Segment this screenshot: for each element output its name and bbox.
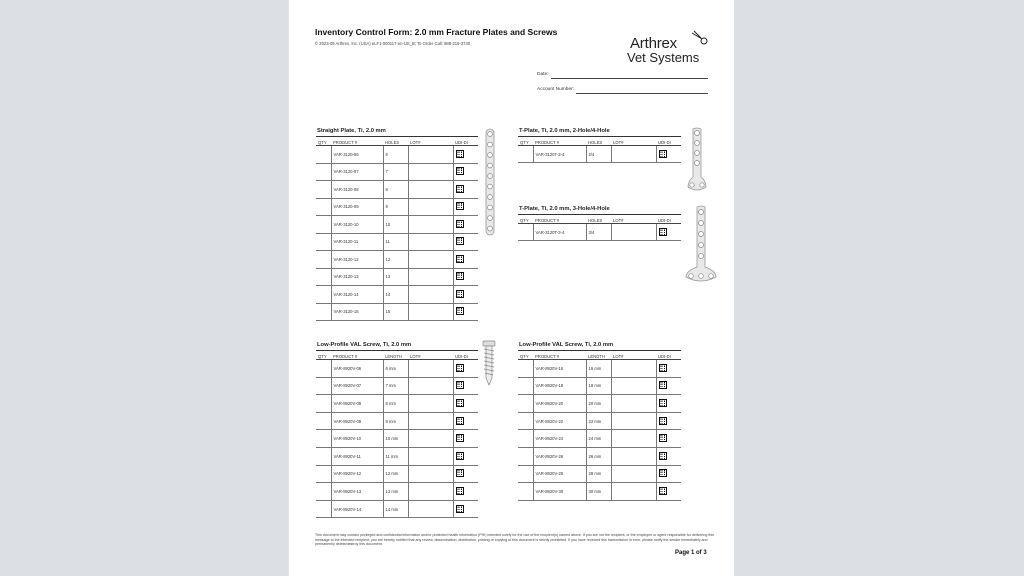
product-cell: VAR-3120-11	[331, 233, 383, 251]
value-cell: 9 mm	[383, 412, 408, 430]
col-length: LENGTH	[383, 351, 408, 360]
product-cell: VAR-3120T-3-4	[533, 224, 586, 241]
table-row	[518, 360, 681, 378]
col-product: PRODUCT #	[533, 137, 586, 146]
qty-cell[interactable]	[316, 412, 331, 430]
table-row	[316, 216, 478, 234]
lot-cell[interactable]	[408, 412, 453, 430]
udi-cell	[656, 395, 681, 413]
date-field[interactable]	[551, 78, 708, 79]
udi-cell	[453, 181, 478, 199]
copyright-line: © 2023-09 Arthrex, Inc. (USA) eLF1-000117-en-US_B; To Order Call: 888-215-3740	[315, 41, 471, 46]
value-cell: 24 mm	[586, 430, 611, 448]
product-cell: VAR-8920V-07	[331, 377, 383, 395]
logo-line2: Vet Systems	[627, 50, 700, 65]
udi-barcode-icon	[456, 167, 464, 175]
lot-cell[interactable]	[611, 430, 656, 448]
product-cell: VAR-8920V-26	[533, 447, 586, 465]
qty-cell[interactable]	[316, 303, 331, 321]
product-cell: VAR-8920V-22	[533, 412, 586, 430]
table-row	[518, 146, 681, 163]
lot-cell[interactable]	[611, 146, 656, 163]
col-qty: QTY	[518, 351, 533, 360]
product-cell: VAR-8920V-30	[533, 483, 586, 501]
udi-barcode-icon	[456, 272, 464, 280]
col-product: PRODUCT #	[533, 215, 586, 224]
value-cell: 18 mm	[586, 377, 611, 395]
udi-barcode-icon	[456, 399, 464, 407]
t-plate-3-image	[684, 205, 718, 285]
product-cell: VAR-8920V-09	[331, 412, 383, 430]
udi-barcode-icon	[456, 290, 464, 298]
product-cell: VAR-8920V-18	[533, 377, 586, 395]
lot-cell[interactable]	[408, 268, 453, 286]
lot-cell[interactable]	[408, 163, 453, 181]
value-cell: 10 mm	[383, 430, 408, 448]
t-plate-2-image	[687, 127, 707, 193]
lot-cell[interactable]	[408, 483, 453, 501]
qty-cell[interactable]	[316, 377, 331, 395]
table-row	[518, 224, 681, 241]
screw-image	[482, 340, 496, 386]
udi-barcode-icon	[659, 487, 667, 495]
udi-barcode-icon	[659, 469, 667, 477]
product-cell: VAR-3120-08	[331, 181, 383, 199]
udi-barcode-icon	[659, 399, 667, 407]
udi-barcode-icon	[456, 364, 464, 372]
udi-cell	[453, 251, 478, 269]
table-row	[316, 146, 478, 164]
value-cell: 2/4	[586, 146, 611, 163]
value-cell: 10	[383, 216, 408, 234]
qty-cell[interactable]	[316, 465, 331, 483]
product-cell: VAR-3120-07	[331, 163, 383, 181]
arthrex-logo	[627, 33, 717, 69]
value-cell: 20 mm	[586, 395, 611, 413]
table-row	[316, 286, 478, 304]
product-cell: VAR-8920V-20	[533, 395, 586, 413]
value-cell: 7	[383, 163, 408, 181]
udi-cell	[453, 216, 478, 234]
udi-barcode-icon	[659, 228, 667, 236]
udi-cell	[656, 360, 681, 378]
screws-b-title: Low-Profile VAL Screw, Ti, 2.0 mm	[519, 342, 614, 348]
t-plate-3-title: T-Plate, Ti, 2.0 mm, 3-Hole/4-Hole	[519, 206, 610, 212]
qty-cell[interactable]	[518, 483, 533, 501]
lot-cell[interactable]	[408, 360, 453, 378]
value-cell: 14	[383, 286, 408, 304]
udi-cell	[453, 360, 478, 378]
value-cell: 12 mm	[383, 465, 408, 483]
value-cell: 13 mm	[383, 483, 408, 501]
col-product: PRODUCT #	[331, 351, 383, 360]
col-holes: HOLES	[383, 137, 408, 146]
table-row	[316, 483, 478, 501]
table-row	[316, 360, 478, 378]
logo-scissors-icon	[690, 30, 710, 46]
udi-barcode-icon	[456, 202, 464, 210]
qty-cell[interactable]	[518, 377, 533, 395]
value-cell: 8	[383, 181, 408, 199]
table-row	[316, 430, 478, 448]
product-cell: VAR-3120-09	[331, 198, 383, 216]
value-cell: 11	[383, 233, 408, 251]
lot-cell[interactable]	[611, 447, 656, 465]
qty-cell[interactable]	[518, 465, 533, 483]
col-lot: LOT#	[408, 137, 453, 146]
col-holes: HOLES	[586, 137, 611, 146]
table-row	[518, 465, 681, 483]
lot-cell[interactable]	[408, 216, 453, 234]
lot-cell[interactable]	[611, 483, 656, 501]
product-cell: VAR-8920V-28	[533, 465, 586, 483]
udi-cell	[453, 395, 478, 413]
screws-b-table	[518, 350, 681, 501]
table-row	[316, 268, 478, 286]
col-udi: UDI-DI	[453, 351, 478, 360]
product-cell: VAR-8920V-08	[331, 395, 383, 413]
qty-cell[interactable]	[316, 233, 331, 251]
qty-cell[interactable]	[518, 395, 533, 413]
col-qty: QTY	[518, 137, 533, 146]
udi-cell	[453, 268, 478, 286]
product-cell: VAR-3120-14	[331, 286, 383, 304]
qty-cell[interactable]	[316, 181, 331, 199]
product-cell: VAR-8920V-16	[533, 360, 586, 378]
qty-cell[interactable]	[316, 216, 331, 234]
product-cell: VAR-3120T-2-4	[533, 146, 586, 163]
table-row	[316, 303, 478, 321]
col-lot: LOT#	[611, 351, 656, 360]
lot-cell[interactable]	[408, 430, 453, 448]
product-cell: VAR-8920V-11	[331, 447, 383, 465]
table-row	[518, 412, 681, 430]
qty-cell[interactable]	[316, 146, 331, 164]
product-cell: VAR-3120-10	[331, 216, 383, 234]
value-cell: 3/4	[586, 224, 611, 241]
table-row	[316, 447, 478, 465]
col-lot: LOT#	[611, 215, 656, 224]
table-row	[316, 465, 478, 483]
value-cell: 15	[383, 303, 408, 321]
qty-cell[interactable]	[316, 163, 331, 181]
disclaimer-text: This document may contain privileged and confidential information and/or protected health information (PHI) intended solely for the use of the recipient(s) named above. If you are not the recipient, or the employee or agent responsible for delivering this message to the intended recipient, you are hereby notified that any review, dissemination, distribution, printing or copying of this document is strictly prohibited. If you have received this transmission in error, please notify the sender immediately and permanently delete/destroy this document.	[315, 533, 714, 547]
udi-cell	[453, 447, 478, 465]
col-lot: LOT#	[408, 351, 453, 360]
udi-barcode-icon	[456, 307, 464, 315]
qty-cell[interactable]	[518, 360, 533, 378]
qty-cell[interactable]	[316, 268, 331, 286]
lot-cell[interactable]	[611, 395, 656, 413]
table-row	[316, 500, 478, 518]
qty-cell[interactable]	[316, 447, 331, 465]
lot-cell[interactable]	[408, 377, 453, 395]
value-cell: 9	[383, 198, 408, 216]
udi-cell	[453, 377, 478, 395]
udi-cell	[656, 483, 681, 501]
table-row	[518, 377, 681, 395]
date-label: Date:	[537, 72, 549, 77]
udi-cell	[656, 377, 681, 395]
lot-cell[interactable]	[408, 303, 453, 321]
product-cell: VAR-8920V-14	[331, 500, 383, 518]
udi-cell	[453, 163, 478, 181]
table-row	[518, 483, 681, 501]
lot-cell[interactable]	[611, 224, 656, 241]
udi-cell	[453, 500, 478, 518]
udi-barcode-icon	[456, 417, 464, 425]
table-row	[316, 377, 478, 395]
udi-barcode-icon	[456, 237, 464, 245]
col-udi: UDI-DI	[656, 351, 681, 360]
value-cell: 6	[383, 146, 408, 164]
udi-cell	[656, 412, 681, 430]
value-cell: 6 mm	[383, 360, 408, 378]
udi-barcode-icon	[456, 255, 464, 263]
col-udi: UDI-DI	[656, 215, 681, 224]
lot-cell[interactable]	[611, 465, 656, 483]
qty-cell[interactable]	[518, 447, 533, 465]
straight-plate-title: Straight Plate, Ti, 2.0 mm	[317, 128, 386, 134]
udi-cell	[453, 198, 478, 216]
lot-cell[interactable]	[611, 412, 656, 430]
qty-cell[interactable]	[316, 500, 331, 518]
col-holes: HOLES	[586, 215, 611, 224]
qty-cell[interactable]	[316, 483, 331, 501]
table-row	[316, 163, 478, 181]
lot-cell[interactable]	[408, 198, 453, 216]
udi-cell	[453, 483, 478, 501]
udi-cell	[656, 430, 681, 448]
udi-cell	[656, 465, 681, 483]
table-row	[316, 412, 478, 430]
udi-cell	[453, 303, 478, 321]
account-number-label: Account Number:	[537, 87, 575, 92]
udi-barcode-icon	[456, 434, 464, 442]
lot-cell[interactable]	[408, 465, 453, 483]
qty-cell[interactable]	[316, 251, 331, 269]
product-cell: VAR-3120-15	[331, 303, 383, 321]
udi-barcode-icon	[456, 505, 464, 513]
lot-cell[interactable]	[408, 146, 453, 164]
value-cell: 28 mm	[586, 465, 611, 483]
table-row	[518, 395, 681, 413]
t-plate-2-title: T-Plate, Ti, 2.0 mm, 2-Hole/4-Hole	[519, 128, 610, 134]
qty-cell[interactable]	[316, 430, 331, 448]
col-udi: UDI-DI	[656, 137, 681, 146]
straight-plate-table	[316, 136, 478, 321]
udi-barcode-icon	[659, 150, 667, 158]
udi-barcode-icon	[456, 452, 464, 460]
qty-cell[interactable]	[518, 224, 533, 241]
qty-cell[interactable]	[316, 198, 331, 216]
udi-barcode-icon	[659, 364, 667, 372]
lot-cell[interactable]	[408, 447, 453, 465]
udi-cell	[453, 412, 478, 430]
col-product: PRODUCT #	[331, 137, 383, 146]
table-row	[316, 233, 478, 251]
lot-cell[interactable]	[408, 500, 453, 518]
value-cell: 12	[383, 251, 408, 269]
udi-barcode-icon	[659, 417, 667, 425]
account-number-field[interactable]	[576, 93, 708, 94]
product-cell: VAR-3120-12	[331, 251, 383, 269]
col-length: LENGTH	[586, 351, 611, 360]
qty-cell[interactable]	[518, 412, 533, 430]
udi-barcode-icon	[456, 469, 464, 477]
page-title: Inventory Control Form: 2.0 mm Fracture Plates and Screws	[315, 27, 558, 37]
t-plate-3-table	[518, 214, 681, 241]
udi-cell	[453, 430, 478, 448]
t-plate-2-table	[518, 136, 681, 163]
col-qty: QTY	[518, 215, 533, 224]
table-row	[316, 395, 478, 413]
lot-cell[interactable]	[408, 181, 453, 199]
qty-cell[interactable]	[518, 146, 533, 163]
qty-cell[interactable]	[316, 395, 331, 413]
value-cell: 11 mm	[383, 447, 408, 465]
udi-barcode-icon	[456, 220, 464, 228]
value-cell: 14 mm	[383, 500, 408, 518]
straight-plate-image	[484, 128, 496, 236]
udi-cell	[656, 447, 681, 465]
product-cell: VAR-8920V-12	[331, 465, 383, 483]
udi-cell	[453, 233, 478, 251]
col-lot: LOT#	[611, 137, 656, 146]
udi-cell	[656, 224, 681, 241]
udi-barcode-icon	[659, 381, 667, 389]
col-qty: QTY	[316, 351, 331, 360]
lot-cell[interactable]	[408, 286, 453, 304]
col-product: PRODUCT #	[533, 351, 586, 360]
table-row	[518, 447, 681, 465]
value-cell: 7 mm	[383, 377, 408, 395]
form-page	[289, 0, 734, 576]
product-cell: VAR-8920V-06	[331, 360, 383, 378]
value-cell: 26 mm	[586, 447, 611, 465]
udi-cell	[453, 465, 478, 483]
col-udi: UDI-DI	[453, 137, 478, 146]
product-cell: VAR-8920V-24	[533, 430, 586, 448]
product-cell: VAR-3120-06	[331, 146, 383, 164]
udi-barcode-icon	[659, 434, 667, 442]
qty-cell[interactable]	[316, 286, 331, 304]
qty-cell[interactable]	[316, 360, 331, 378]
product-cell: VAR-8920V-13	[331, 483, 383, 501]
value-cell: 8 mm	[383, 395, 408, 413]
value-cell: 22 mm	[586, 412, 611, 430]
value-cell: 13	[383, 268, 408, 286]
udi-barcode-icon	[456, 185, 464, 193]
table-row	[316, 181, 478, 199]
udi-cell	[656, 146, 681, 163]
product-cell: VAR-3120-13	[331, 268, 383, 286]
udi-barcode-icon	[659, 452, 667, 460]
lot-cell[interactable]	[611, 360, 656, 378]
udi-cell	[453, 146, 478, 164]
product-cell: VAR-8920V-10	[331, 430, 383, 448]
screws-a-title: Low-Profile VAL Screw, Ti, 2.0 mm	[317, 342, 412, 348]
lot-cell[interactable]	[408, 251, 453, 269]
lot-cell[interactable]	[408, 395, 453, 413]
lot-cell[interactable]	[611, 377, 656, 395]
logo-line1: Arthrex	[630, 35, 677, 52]
lot-cell[interactable]	[408, 233, 453, 251]
value-cell: 16 mm	[586, 360, 611, 378]
udi-barcode-icon	[456, 487, 464, 495]
col-qty: QTY	[316, 137, 331, 146]
table-row	[316, 198, 478, 216]
udi-cell	[453, 286, 478, 304]
screws-a-table	[316, 350, 478, 518]
value-cell: 30 mm	[586, 483, 611, 501]
table-row	[316, 251, 478, 269]
table-row	[518, 430, 681, 448]
udi-barcode-icon	[456, 381, 464, 389]
page-number: Page 1 of 3	[675, 550, 707, 556]
qty-cell[interactable]	[518, 430, 533, 448]
udi-barcode-icon	[456, 150, 464, 158]
